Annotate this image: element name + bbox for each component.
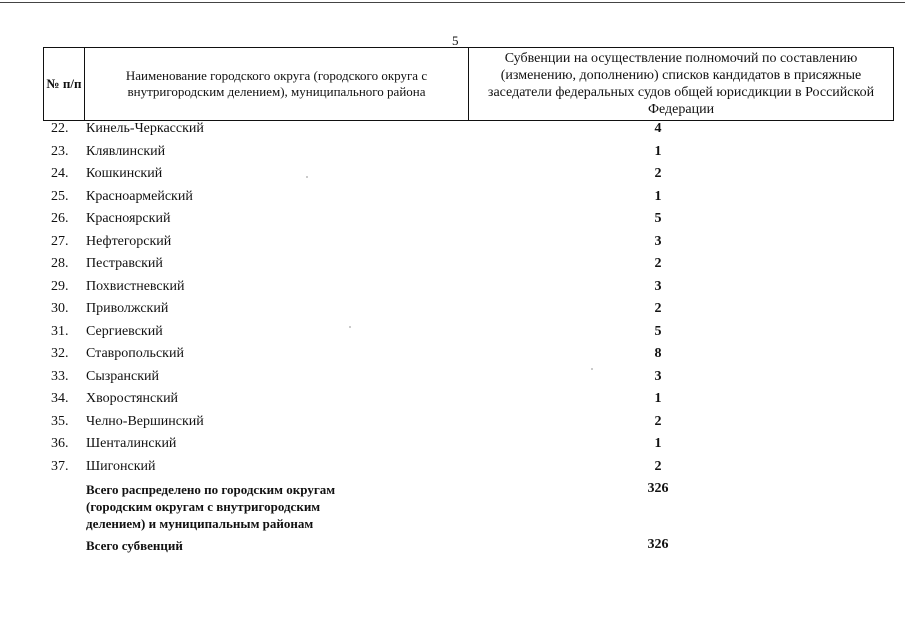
row-value: 3	[654, 368, 662, 384]
row-value: 4	[654, 121, 662, 136]
scan-speck	[349, 326, 351, 328]
row-name: Клявлинский	[86, 143, 166, 159]
row-name: Красноармейский	[86, 188, 193, 204]
row-value: 1	[654, 188, 662, 204]
row-value: 2	[654, 166, 662, 181]
header-col-number: № п/п	[44, 48, 85, 121]
row-name: Красноярский	[86, 211, 171, 226]
row-number: 27.	[51, 233, 69, 249]
table-row	[43, 301, 878, 324]
row-number: 25.	[51, 188, 69, 204]
table-row	[43, 166, 878, 189]
row-value: 2	[654, 413, 662, 429]
row-value: 5	[654, 211, 662, 226]
table-row	[43, 144, 878, 167]
row-number: 36.	[51, 436, 69, 451]
table-row	[43, 211, 878, 234]
row-value: 2	[654, 256, 662, 271]
row-number: 35.	[51, 413, 69, 429]
row-value: 2	[654, 301, 662, 316]
table-body	[43, 121, 878, 481]
row-name: Шигонский	[86, 458, 156, 474]
row-name: Шенталинский	[86, 436, 177, 451]
row-name: Кошкинский	[86, 166, 163, 181]
row-value: 5	[654, 323, 662, 339]
total-distributed-line: делением) и муниципальным районам	[86, 516, 314, 531]
row-name: Сызранский	[86, 368, 159, 384]
table-row	[43, 346, 878, 369]
row-number: 37.	[51, 458, 69, 474]
table-row	[43, 459, 878, 482]
row-number: 24.	[51, 166, 69, 181]
scan-speck	[306, 176, 308, 178]
total-distributed-label	[86, 481, 335, 532]
total-distributed-value: 326	[647, 481, 669, 496]
row-name: Хворостянский	[86, 391, 179, 406]
table-row	[43, 436, 878, 459]
row-name: Сергиевский	[86, 323, 163, 339]
row-value: 3	[654, 233, 662, 249]
row-name: Нефтегорский	[86, 233, 172, 249]
row-number: 30.	[51, 301, 69, 316]
row-name: Пестравский	[86, 256, 163, 271]
row-value: 1	[654, 391, 662, 406]
row-value: 1	[654, 436, 662, 451]
table-row	[43, 189, 878, 212]
total-distributed-line: (городским округам с внутригородским	[86, 499, 321, 514]
scan-speck	[591, 368, 593, 370]
row-name: Похвистневский	[86, 278, 185, 294]
row-number: 28.	[51, 256, 69, 271]
page-number: 5	[452, 33, 459, 48]
row-value: 3	[654, 278, 662, 294]
row-number: 29.	[51, 278, 69, 294]
table-header	[43, 47, 894, 121]
row-number: 34.	[51, 391, 69, 406]
row-number: 23.	[51, 143, 69, 159]
row-name: Ставропольский	[86, 346, 184, 361]
total-subventions-value: 326	[647, 537, 669, 552]
row-value: 1	[654, 143, 662, 159]
table-row	[43, 121, 878, 144]
header-col-name: Наименование городского округа (городского округа с внутригородским делением), муниципального района	[85, 48, 469, 121]
row-number: 33.	[51, 368, 69, 384]
total-distributed-line: Всего распределено по городским округам	[86, 482, 336, 497]
table-row	[43, 324, 878, 347]
row-number: 26.	[51, 211, 69, 226]
row-name: Приволжский	[86, 301, 169, 316]
total-subventions-label: Всего субвенций	[86, 538, 183, 553]
row-value: 2	[654, 458, 662, 474]
table-row	[43, 414, 878, 437]
row-value: 8	[654, 346, 662, 361]
row-number: 22.	[51, 121, 69, 136]
row-number: 31.	[51, 323, 69, 339]
table-row	[43, 234, 878, 257]
row-number: 32.	[51, 346, 69, 361]
page-top-edge	[0, 2, 905, 3]
header-col-value: Субвенции на осуществление полномочий по составлению (изменению, дополнению) списков кандидатов в присяжные заседатели федеральных судов общей юрисдикции в Российской Федерации	[469, 48, 894, 121]
table-row	[43, 369, 878, 392]
row-name: Челно-Вершинский	[86, 413, 204, 429]
table-row	[43, 279, 878, 302]
table-row	[43, 391, 878, 414]
row-name: Кинель-Черкасский	[86, 121, 204, 136]
table-row	[43, 256, 878, 279]
